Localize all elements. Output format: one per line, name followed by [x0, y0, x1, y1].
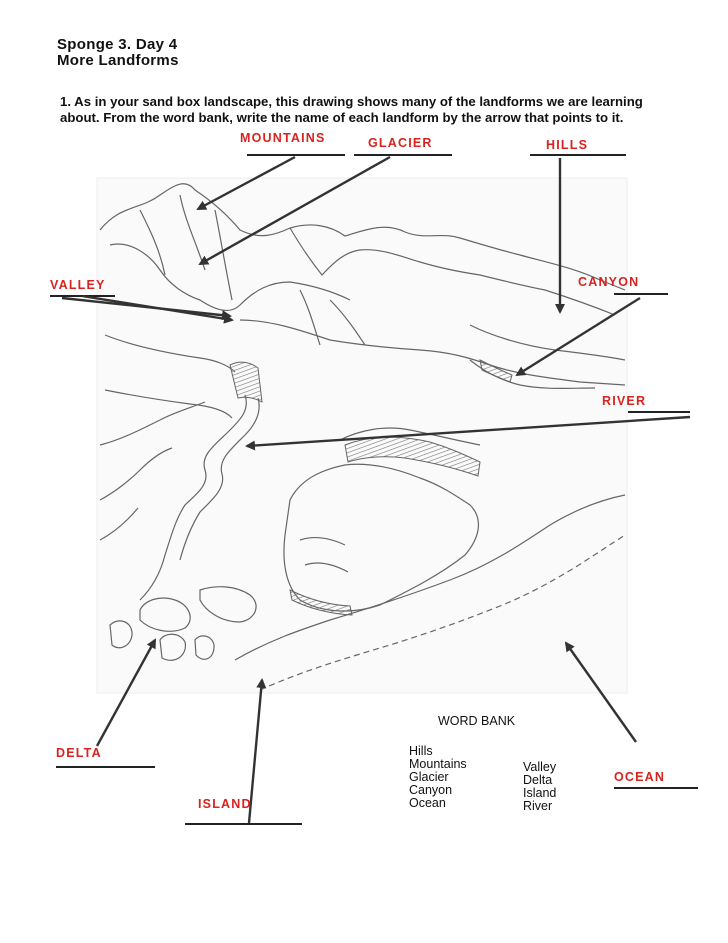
drawing-frame: [97, 178, 627, 693]
label-ocean: OCEAN: [614, 770, 666, 784]
word-bank-column-1: [409, 745, 467, 810]
word-bank-item: Glacier: [409, 770, 449, 784]
word-bank-item: River: [523, 799, 553, 813]
worksheet-subtitle: More Landforms: [57, 52, 179, 69]
word-bank-item: Island: [523, 786, 557, 800]
label-canyon: CANYON: [578, 275, 640, 289]
label-valley: VALLEY: [50, 278, 106, 292]
word-bank-item: Hills: [409, 744, 433, 758]
word-bank-column-2: [523, 761, 556, 813]
label-river: RIVER: [602, 394, 647, 408]
word-bank-title: WORD BANK: [438, 714, 516, 728]
label-island: ISLAND: [198, 797, 252, 811]
label-hills: HILLS: [546, 138, 589, 152]
label-delta: DELTA: [56, 746, 102, 760]
word-bank-item: Ocean: [409, 796, 446, 810]
label-glacier: GLACIER: [368, 136, 433, 150]
word-bank-item: Canyon: [409, 783, 453, 797]
word-bank-item: Valley: [523, 760, 557, 774]
label-mountains: MOUNTAINS: [240, 131, 326, 145]
worksheet-title: Sponge 3. Day 4: [57, 36, 178, 53]
word-bank-item: Mountains: [409, 757, 467, 771]
instructions-text: 1. As in your sand box landscape, this drawing shows many of the landforms we are learning about. From the word bank, write the name of each landform by the arrow that points to it.: [60, 94, 643, 125]
word-bank-item: Delta: [523, 773, 553, 787]
